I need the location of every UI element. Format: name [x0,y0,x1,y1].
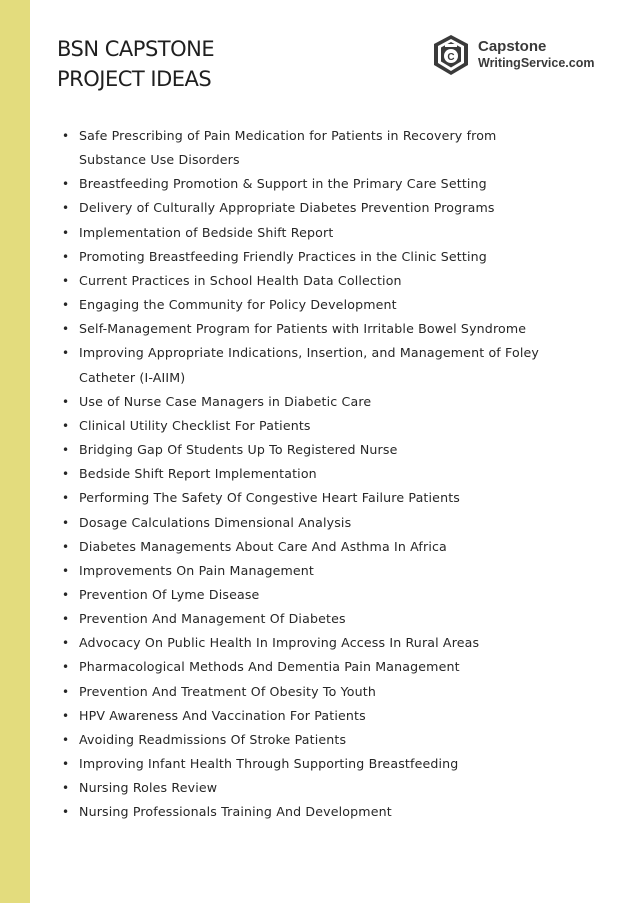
bullet-icon: • [62,322,70,337]
list-item [62,800,562,824]
list-item [62,583,562,607]
list-item-text: Improving Appropriate Indications, Insertion, and Management of Foley Catheter (I-AIIM) [79,345,539,385]
list-item-text: Bedside Shift Report Implementation [79,466,317,482]
list-item [62,752,562,776]
brand-name [478,38,594,71]
bullet-icon: • [62,273,70,288]
list-item [62,462,562,486]
bullet-icon: • [62,805,70,820]
list-item [62,172,562,196]
list-item [62,124,562,172]
list-item-text: Prevention Of Lyme Disease [79,586,260,602]
bullet-icon: • [62,587,70,602]
list-item-text: Nursing Professionals Training And Development [79,804,392,820]
bullet-icon: • [62,418,70,433]
bullet-icon: • [62,491,70,506]
list-item [62,704,562,728]
bullet-icon: • [62,249,70,264]
brand-name-line2: WritingService.com [478,56,595,70]
list-item [62,390,562,414]
list-item-text: Engaging the Community for Policy Development [79,297,397,313]
list-item-text: Nursing Roles Review [79,780,218,796]
shield-badge-icon [432,34,470,76]
list-item [62,293,562,317]
bullet-icon: • [62,660,70,675]
list-item [62,559,562,583]
bullet-icon: • [62,684,70,699]
list-item [62,535,562,559]
list-item [62,655,562,679]
list-item [62,269,562,293]
list-item-text: Diabetes Managements About Care And Asthma In Africa [79,538,447,554]
decorative-sidebar-stripe [0,0,30,903]
list-item-text: Prevention And Treatment Of Obesity To Youth [79,683,376,699]
bullet-icon: • [62,757,70,772]
list-item [62,607,562,631]
bullet-icon: • [62,781,70,796]
list-item [62,438,562,462]
bullet-icon: • [62,225,70,240]
bullet-icon: • [62,201,70,216]
list-item-text: Prevention And Management Of Diabetes [79,611,346,627]
list-item-text: Advocacy On Public Health In Improving Access In Rural Areas [79,635,480,651]
bullet-icon: • [62,394,70,409]
list-item-text: Safe Prescribing of Pain Medication for Patients in Recovery from Substance Use Disorders [79,128,497,168]
project-ideas-list [62,124,562,825]
brand-name-line1: Capstone [478,38,547,55]
list-item [62,511,562,535]
list-item-text: Current Practices in School Health Data Collection [79,272,402,288]
list-item-text: Implementation of Bedside Shift Report [79,224,334,240]
list-item-text: Bridging Gap Of Students Up To Registered Nurse [79,442,398,458]
list-item-text: Improvements On Pain Management [79,562,315,578]
list-item-text: Pharmacological Methods And Dementia Pain Management [79,659,460,675]
list-item [62,486,562,510]
list-item [62,728,562,752]
bullet-icon: • [62,129,70,143]
page-title-line1: BSN CAPSTONE [57,37,215,61]
list-item-text: Promoting Breastfeeding Friendly Practices in the Clinic Setting [79,248,487,264]
bullet-icon: • [62,443,70,458]
list-item [62,245,562,269]
bullet-icon: • [62,612,70,627]
bullet-icon: • [62,708,70,723]
list-item [62,680,562,704]
bullet-icon: • [62,467,70,482]
brand-logo[interactable] [432,34,622,78]
list-item [62,414,562,438]
list-item-text: Improving Infant Health Through Supporting Breastfeeding [79,756,459,772]
page-title-line2: PROJECT IDEAS [57,67,212,91]
bullet-icon: • [62,298,70,313]
bullet-icon: • [62,346,70,361]
list-item [62,317,562,341]
list-item [62,341,562,389]
list-item [62,631,562,655]
bullet-icon: • [62,732,70,747]
bullet-icon: • [62,636,70,651]
list-item-text: Use of Nurse Case Managers in Diabetic Care [79,393,372,409]
list-item-text: HPV Awareness And Vaccination For Patients [79,707,366,723]
list-item-text: Self-Management Program for Patients with Irritable Bowel Syndrome [79,321,527,337]
list-item-text: Performing The Safety Of Congestive Heart Failure Patients [79,490,461,506]
bullet-icon: • [62,539,70,554]
list-item-text: Avoiding Readmissions Of Stroke Patients [79,731,347,747]
bullet-icon: • [62,563,70,578]
list-item [62,776,562,800]
list-item-text: Breastfeeding Promotion & Support in the Primary Care Setting [79,176,487,192]
list-item [62,221,562,245]
bullet-icon: • [62,177,70,192]
list-item [62,196,562,220]
page-title [57,34,214,94]
badge-letter: C [447,52,455,63]
list-item-text: Dosage Calculations Dimensional Analysis [79,514,352,530]
list-item-text: Clinical Utility Checklist For Patients [79,417,311,433]
bullet-icon: • [62,515,70,530]
list-item-text: Delivery of Culturally Appropriate Diabetes Prevention Programs [79,200,495,216]
